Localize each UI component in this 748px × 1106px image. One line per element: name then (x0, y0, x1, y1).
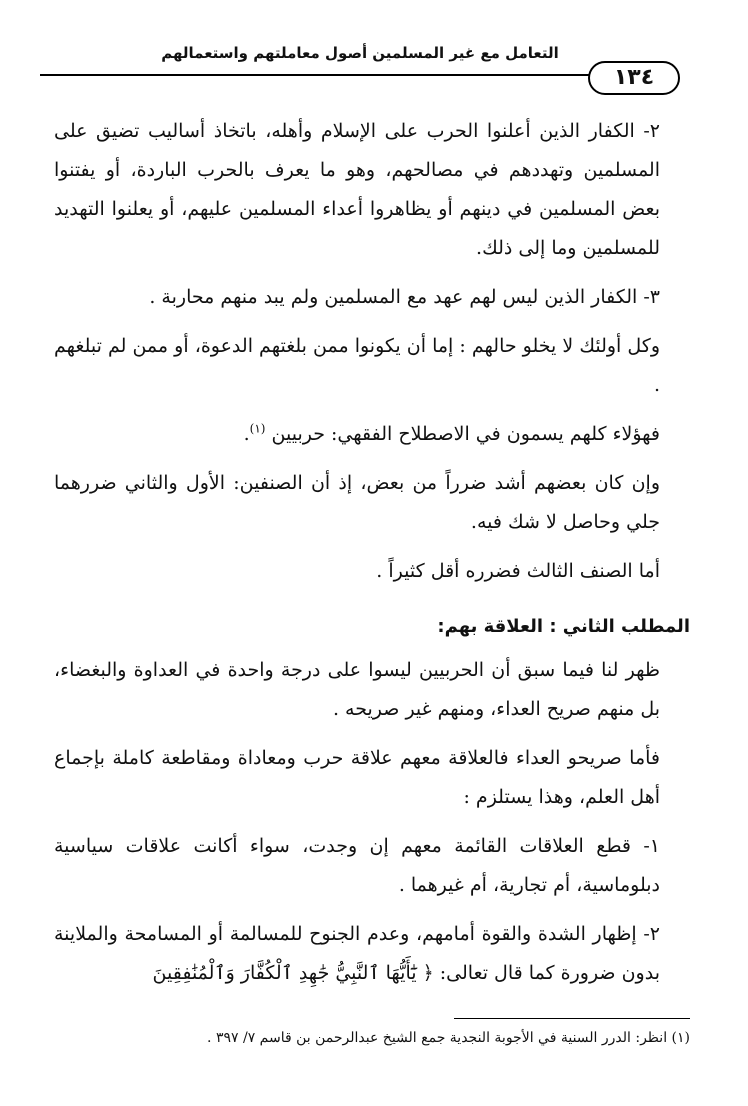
quran-quote: ﴿ يَٰٓأَيُّهَا ٱلنَّبِيُّ جَٰهِدِ ٱلْكُفَّارَ وَٱلْمُنَٰفِقِينَ (152, 962, 434, 984)
paragraph: ١- قطع العلاقات القائمة معهم إن وجدت، سواء أكانت علاقات سياسية دبلوماسية، أم تجارية، أم غيرهما . (54, 835, 660, 896)
section-heading: المطلب الثاني : العلاقة بهم: (437, 616, 690, 637)
footnote-rule (454, 1018, 690, 1019)
paragraph-text: ٢- إظهار الشدة والقوة أمامهم، وعدم الجنوح للمسالمة أو المسامحة والملاينة بدون ضرورة كما قال تعالى: (54, 923, 660, 984)
page-header (40, 44, 680, 102)
page-number: ١٣٤ (588, 61, 680, 95)
paragraph: وإن كان بعضهم أشد ضرراً من بعض، إذ أن الصنفين: الأول والثاني ضررهما جلي وحاصل لا شك فيه. (54, 472, 660, 533)
paragraph: أما الصنف الثالث فضرره أقل كثيراً . (376, 560, 660, 582)
paragraph: ظهر لنا فيما سبق أن الحربيين ليسوا على درجة واحدة في العداوة والبغضاء، بل منهم صريح العداء، ومنهم غير صريحه . (54, 659, 660, 720)
running-title: التعامل مع غير المسلمين أصول معاملتهم واستعمالهم (161, 44, 559, 62)
header-rule (40, 74, 590, 76)
paragraph: وكل أولئك لا يخلو حالهم : إما أن يكونوا ممن بلغتهم الدعوة، أو ممن لم تبلغهم . (54, 335, 660, 396)
paragraph: فأما صريحو العداء فالعلاقة معهم علاقة حرب ومعاداة ومقاطعة كاملة بإجماع أهل العلم، وهذا يستلزم : (54, 747, 660, 808)
footnote-marker: (١) (249, 421, 266, 436)
paragraph: ٣- الكفار الذين ليس لهم عهد مع المسلمين ولم يبد منهم محاربة . (149, 286, 660, 308)
footnote: (١) انظر: الدرر السنية في الأجوبة النجدية جمع الشيخ عبدالرحمن بن قاسم ٧/ ٣٩٧ . (207, 1030, 690, 1046)
paragraph-text: فهؤلاء كلهم يسمون في الاصطلاح الفقهي: حربيين (271, 423, 660, 445)
paragraph-with-footnote: فهؤلاء كلهم يسمون في الاصطلاح الفقهي: حربيين $^{(١)}$. (243, 421, 660, 445)
page-body (54, 112, 690, 993)
paragraph-with-quote (54, 915, 690, 993)
paragraph: ٢- الكفار الذين أعلنوا الحرب على الإسلام وأهله، باتخاذ أساليب تضيق على المسلمين وتهددهم في مصالحهم، وهو ما يعرف بالحرب الباردة، أو يفتنوا بعض المسلمين في دينهم أو يظاهروا أعداء المسلمين عليهم، أو يعلنوا التهديد للمسلمين وما إلى ذلك. (54, 120, 660, 259)
